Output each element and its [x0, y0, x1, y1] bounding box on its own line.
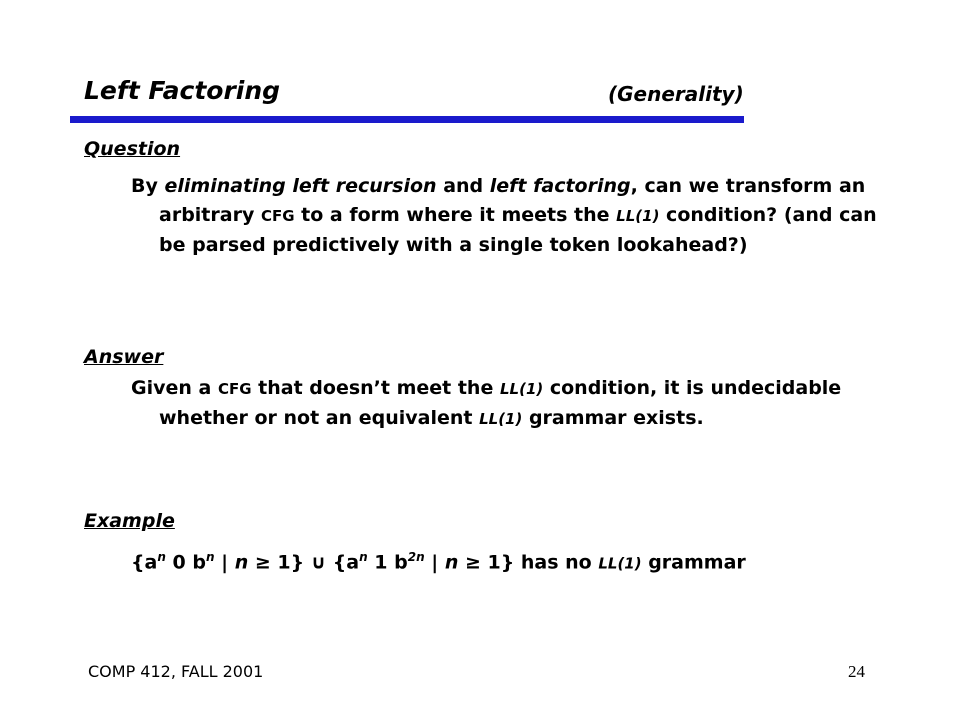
slide-title: Left Factoring	[84, 76, 281, 105]
example-heading: Example	[84, 510, 175, 532]
slide-subtitle: (Generality)	[608, 82, 744, 106]
page-number: 24	[848, 662, 865, 681]
question-heading: Question	[84, 138, 181, 160]
answer-heading: Answer	[84, 346, 164, 368]
title-rule	[70, 116, 744, 123]
question-text: By eliminating left recursion and left factoring, can we transform an arbitrary CFG to a form where it meets the LL(1) condition? (and can be parsed predictively with a single token lookahead?)	[131, 175, 877, 256]
footer-course: COMP 412, FALL 2001	[88, 662, 264, 681]
example-formula: {$a^n$ 0 $b^n$ | n ≥ 1} ∪ {$a^n$ 1 $b^{2n}$ | n ≥ 1} has no LL(1) grammar	[131, 550, 746, 574]
answer-text: Given a CFG that doesn’t meet the LL(1) condition, it is undecidable whether or not an equivalent LL(1) grammar exists.	[131, 377, 842, 429]
